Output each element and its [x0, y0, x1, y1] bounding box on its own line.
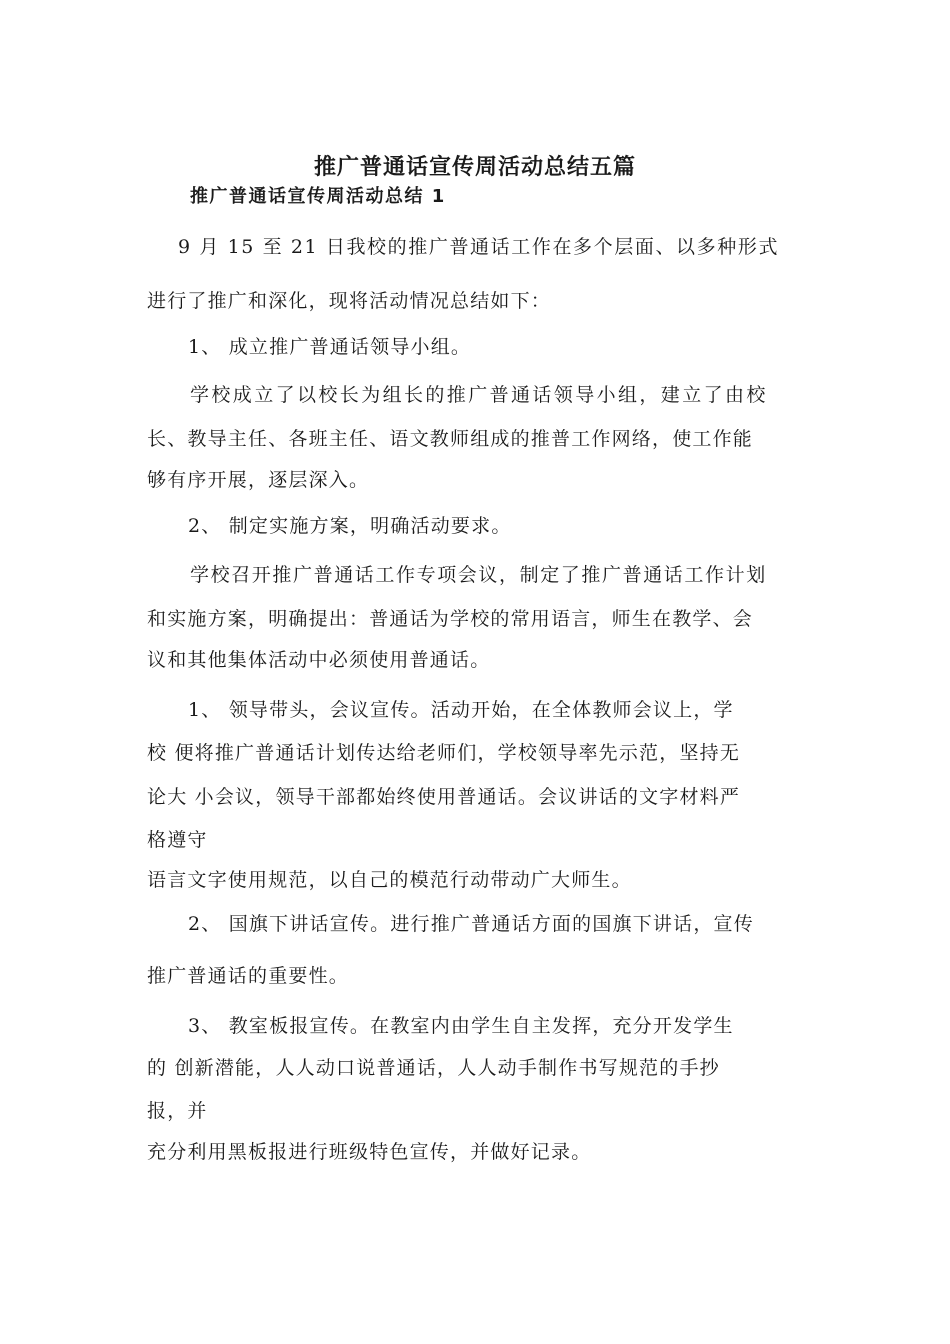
paragraph-line: 的 创新潜能，人人动口说普通话，人人动手制作书写规范的手抄: [147, 1057, 720, 1079]
paragraph-line: 学校成立了以校长为组长的推广普通话领导小组，建立了由校: [190, 384, 768, 406]
paragraph-line: 报，并: [147, 1100, 208, 1122]
document-title: 推广普通话宣传周活动总结五篇: [313, 155, 636, 180]
paragraph-line: 进行了推广和深化，现将活动情况总结如下：: [147, 290, 552, 312]
paragraph-line: 论大 小会议，领导干部都始终使用普通话。会议讲话的文字材料严: [147, 786, 741, 808]
list-item-heading: 3、 教室板报宣传。在教室内由学生自主发挥，充分开发学生: [188, 1015, 734, 1037]
paragraph-line: 9 月 15 至 21 日我校的推广普通话工作在多个层面、以多种形式: [178, 236, 780, 258]
paragraph-line: 充分利用黑板报进行班级特色宣传，并做好记录。: [147, 1141, 592, 1163]
paragraph-line: 格遵守: [147, 829, 208, 851]
paragraph-line: 够有序开展，逐层深入。: [147, 469, 370, 491]
paragraph-line: 校 便将推广普通话计划传达给老师们，学校领导率先示范，坚持无: [147, 742, 741, 764]
list-item-heading: 2、 制定实施方案，明确活动要求。: [188, 515, 512, 537]
paragraph-line: 推广普通话的重要性。: [147, 965, 350, 987]
list-item-heading: 1、 成立推广普通话领导小组。: [188, 336, 472, 358]
paragraph-line: 长、教导主任、各班主任、语文教师组成的推普工作网络，使工作能: [147, 428, 754, 450]
list-item-heading: 1、 领导带头，会议宣传。活动开始，在全体教师会议上，学: [188, 699, 734, 721]
paragraph-line: 和实施方案，明确提出：普通话为学校的常用语言，师生在教学、会: [147, 608, 754, 630]
paragraph-line: 议和其他集体活动中必须使用普通话。: [147, 649, 491, 671]
paragraph-line: 语言文字使用规范，以自己的模范行动带动广大师生。: [147, 869, 632, 891]
list-item-heading: 2、 国旗下讲话宣传。进行推广普通话方面的国旗下讲话，宣传: [188, 913, 754, 935]
paragraph-line: 学校召开推广普通话工作专项会议，制定了推广普通话工作计划: [190, 564, 767, 586]
section-heading: 推广普通话宣传周活动总结 1: [190, 186, 446, 207]
